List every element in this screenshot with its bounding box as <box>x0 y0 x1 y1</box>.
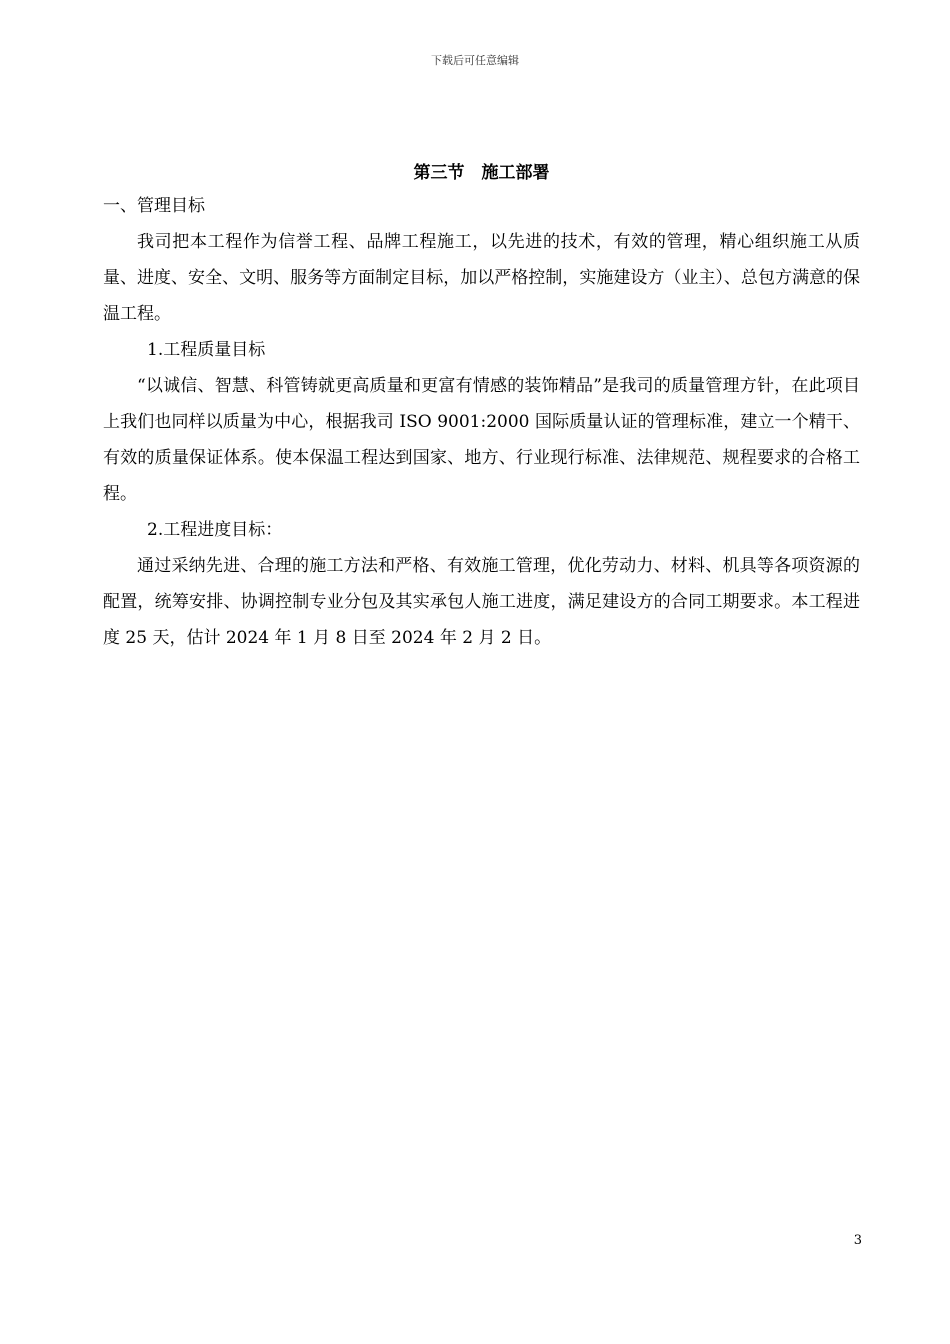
document-body <box>103 158 860 656</box>
management-goals-heading: 一、管理目标 <box>103 196 205 216</box>
quality-goal-text: “以诚信、智慧、科管铸就更高质量和更富有情感的装饰精品”是我司的质量管理方针，在此项目上我们也同样以质量为中心，根据我司 ISO 9001:2000 国际质量认证的管理标准，建立一个精干、有效的质量保证体系。使本保温工程达到国家、地方、行业现行标准、法律规范、规程要求的合格工程。 <box>103 376 860 504</box>
page-header: 下载后可任意编辑 <box>431 54 519 67</box>
schedule-goal-text: 通过采纳先进、合理的施工方法和严格、有效施工管理，优化劳动力、材料、机具等各项资源的配置，统筹安排、协调控制专业分包及其实承包人施工进度，满足建设方的合同工期要求。本工程进度 25 天，估计 2024 年 1 月 8 日至 2024 年 2 月 2 日。 <box>103 556 860 648</box>
quality-goal-heading: 1.工程质量目标 <box>147 340 266 360</box>
section-title: 第三节 施工部署 <box>413 163 550 183</box>
management-goals-intro: 我司把本工程作为信誉工程、品牌工程施工，以先进的技术，有效的管理，精心组织施工从质量、进度、安全、文明、服务等方面制定目标，加以严格控制，实施建设方（业主）、总包方满意的保温工程。 <box>103 232 860 324</box>
page-number: 3 <box>853 1233 862 1248</box>
schedule-goal-heading: 2.工程进度目标： <box>147 520 283 540</box>
